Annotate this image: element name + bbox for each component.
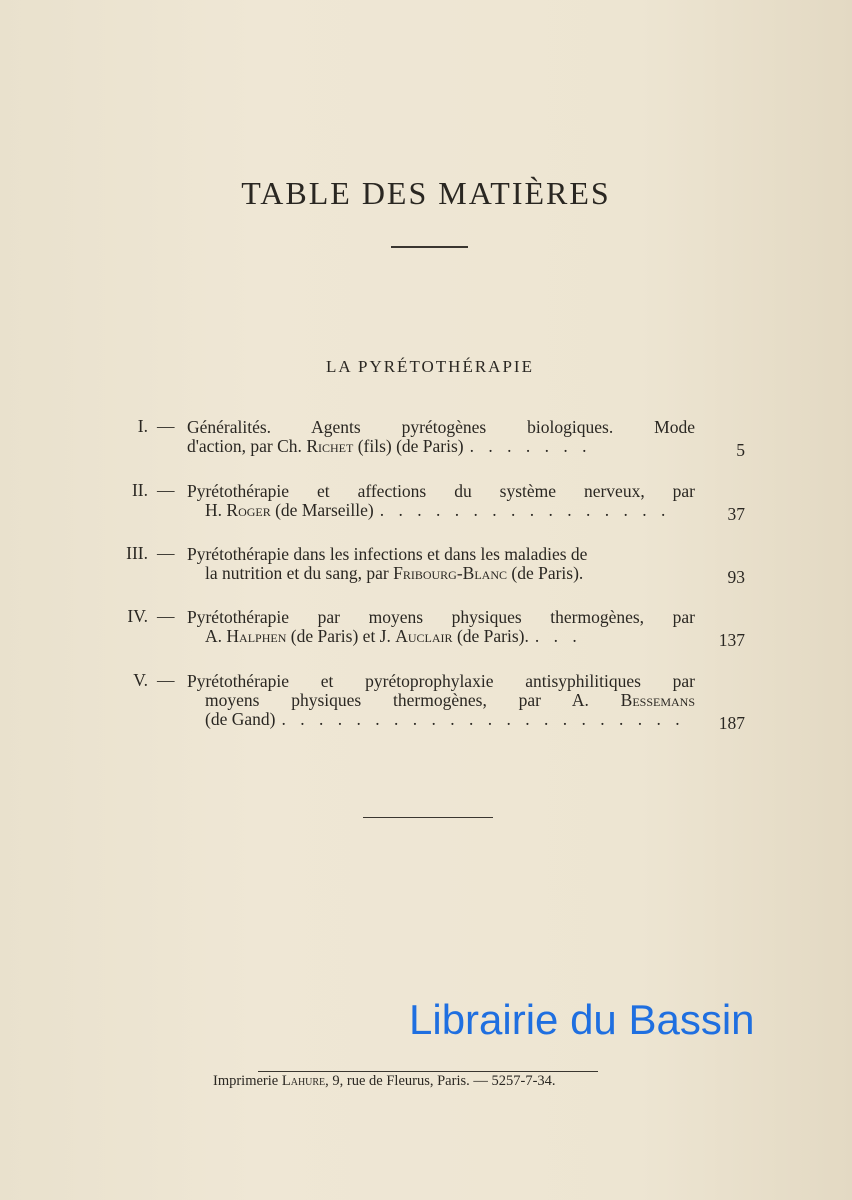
entry-title-line: la nutrition et du sang, par Fribourg-Blanc (de Paris). [205,563,584,583]
title-rule [391,246,468,248]
page-number: 5 [736,440,745,460]
entry-dash: — [157,670,175,690]
author-name: Bessemans [620,690,695,710]
author-name: Roger [226,500,271,520]
entry-title-line: moyens physiques thermogènes, par A. Bessemans [205,690,695,710]
leader-dots: . . . [534,626,582,646]
entry-number: I. [137,416,148,436]
leader-dots: . . . . . . . . . . . . . . . . . . . . . . [281,709,685,729]
leader-dots: . . . . . . . [469,436,592,456]
entry-title-line: Pyrétothérapie et affections du système nerveux, par [187,481,695,501]
watermark-text: Librairie du Bassin [409,996,755,1043]
page-number: 137 [718,630,745,650]
entry-title-line: Pyrétothérapie et pyrétoprophylaxie antisyphilitiques par [187,671,695,691]
entry-number: V. [133,670,148,690]
author-name: Richet [306,436,354,456]
author-name: Halphen [226,626,287,646]
printer-imprint: Imprimerie Lahure, 9, rue de Fleurus, Paris. — 5257-7-34. [213,1073,556,1089]
author-name: Fribourg-Blanc [393,563,507,583]
page-number: 93 [727,567,745,587]
entry-number: III. [126,543,148,563]
page-title: TABLE DES MATIÈRES [241,175,611,211]
leader-dots: . . . . . . . . . . . . . . . . [379,500,671,520]
imprint-rule [258,1071,598,1072]
printer-name: Lahure [281,1073,326,1089]
entry-dash: — [157,480,175,500]
section-heading: LA PYRÉTOTHÉRAPIE [326,357,534,376]
entry-dash: — [157,606,175,626]
entry-dash: — [157,543,175,563]
entry-dash: — [157,416,175,436]
entry-title-line: H. Roger (de Marseille) . . . . . . . . . . . . . . . . [205,500,671,520]
entry-title-line: d'action, par Ch. Richet (fils) (de Paris) . . . . . . . [187,436,592,456]
entry-title-line: (de Gand) . . . . . . . . . . . . . . . . . . . . . . [205,709,685,729]
entry-title-line: Pyrétothérapie par moyens physiques thermogènes, par [187,607,695,627]
entry-title-line: A. Halphen (de Paris) et J. Auclair (de Paris). . . . [205,626,582,646]
entry-number: II. [131,480,148,500]
entry-title-line: Généralités. Agents pyrétogènes biologiques. Mode [187,417,695,437]
author-name: Auclair [395,626,453,646]
entry-number: IV. [127,606,148,626]
entry-title-line: Pyrétothérapie dans les infections et dans les maladies de [187,544,588,564]
bottom-rule [363,817,493,818]
page-number: 37 [727,504,745,524]
page-number: 187 [718,713,745,733]
